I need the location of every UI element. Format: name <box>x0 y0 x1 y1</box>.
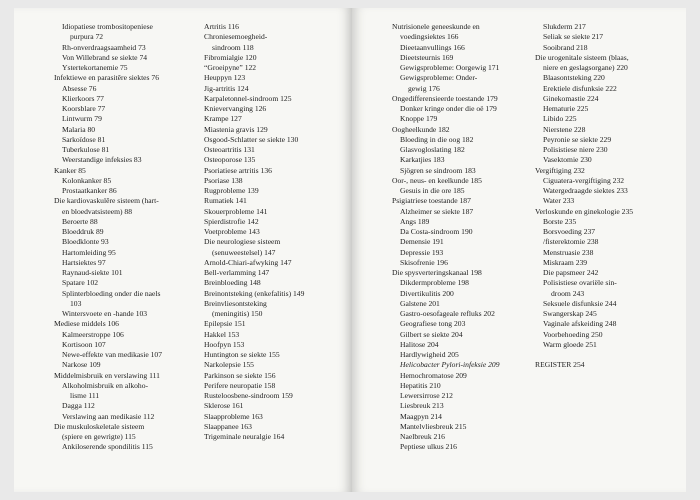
toc-entry: Infektiewe en parasitêre siektes 76 <box>54 73 159 83</box>
toc-entry: Mediese middels 106 <box>54 319 119 329</box>
toc-entry: Gilbert se siekte 204 <box>400 329 463 339</box>
toc-entry: Borsvoeding 237 <box>543 227 596 236</box>
toc-entry: Oor-, neus- en keelkunde 185 <box>392 175 482 185</box>
toc-entry: Artritis 116 <box>204 22 239 31</box>
toc-entry: Hakkel 153 <box>204 329 240 339</box>
toc-entry: Raynaud-siekte 101 <box>62 268 123 277</box>
toc-entry: Verloskunde en ginekologie 235 <box>535 206 634 216</box>
toc-entry: Perifere neuropatie 158 <box>204 380 276 390</box>
toc-entry: Malaria 80 <box>62 124 96 134</box>
toc-entry: Die muskuloskeletale sisteem <box>54 421 145 431</box>
toc-entry: Oogheelkunde 182 <box>392 124 450 134</box>
toc-entry: Parkinson se siekte 156 <box>204 370 276 380</box>
toc-entry: Heuppyn 123 <box>204 73 246 83</box>
toc-entry: Verslawing aan medikasie 112 <box>62 411 155 421</box>
toc-entry: Mantelvliesbreuk 215 <box>400 421 467 431</box>
toc-entry: Alkoholmisbruik en alkoho- <box>62 380 149 390</box>
toc-entry: Prostaatkanker 86 <box>62 186 117 195</box>
toc-entry: Ankiloserende spondilitis 115 <box>62 442 153 452</box>
toc-entry: purpura 72 <box>70 32 104 42</box>
toc-entry: Angs 189 <box>400 216 430 226</box>
toc-entry: Koorsblare 77 <box>62 104 106 113</box>
toc-entry: Voorbehoeding 250 <box>543 329 603 339</box>
toc-entry: Psoriatiese artritis 136 <box>204 165 272 175</box>
toc-entry: Geografiese tong 203 <box>400 319 466 329</box>
toc-entry: Depressie 193 <box>400 247 444 257</box>
toc-entry: Gewigsprobleme: Onder- <box>400 73 478 83</box>
toc-entry: en bloedvatsisteem) 88 <box>62 206 133 216</box>
toc-entry: Menstruasie 238 <box>543 247 594 257</box>
toc-entry: Karkatjies 183 <box>400 155 445 165</box>
toc-entry: Helicobacter Pylori-infeksie 209 <box>400 360 500 370</box>
toc-entry: Osteoporose 135 <box>204 155 256 165</box>
toc-entry: Borste 235 <box>543 216 577 226</box>
toc-entry: “Groeipyne” 122 <box>204 63 257 72</box>
left-page <box>14 8 352 492</box>
right-page-column-1 <box>392 22 537 453</box>
toc-entry: Peptiese ulkus 216 <box>400 442 457 452</box>
toc-entry: Watergedraagde siektes 233 <box>543 186 628 195</box>
toc-entry: Dieetaanvullings 166 <box>400 42 465 52</box>
toc-entry: Rh-onverdraagsaamheid 73 <box>62 42 146 52</box>
toc-entry: Sarkoïdose 81 <box>62 134 106 144</box>
toc-entry: Erektiele disfunksie 222 <box>543 83 617 93</box>
toc-entry: Slukderm 217 <box>543 22 586 31</box>
toc-entry: Seksuele disfunksie 244 <box>543 298 617 308</box>
toc-entry: Kanker 85 <box>54 165 86 175</box>
toc-entry: Huntington se siekte 155 <box>204 350 280 359</box>
toc-entry: Da Costa-sindroom 190 <box>400 227 473 236</box>
toc-entry: Kortisoon 107 <box>62 339 106 349</box>
toc-entry: Polisistiese ovariële sin- <box>543 278 617 288</box>
toc-entry: Trigeminale neuralgie 164 <box>204 432 285 441</box>
toc-entry: Divertikulitis 200 <box>400 288 454 298</box>
toc-entry: Water 233 <box>543 196 575 206</box>
toc-entry: Die spysverteringskanaal 198 <box>392 268 482 277</box>
toc-entry: Sooibrand 218 <box>543 42 588 52</box>
toc-entry: Psoriase 138 <box>204 175 243 185</box>
toc-entry: Dagga 112 <box>62 401 95 411</box>
toc-entry: Rugprobleme 139 <box>204 186 259 195</box>
toc-entry: Breinvliesontsteking <box>204 298 267 308</box>
toc-entry: Bloeddruk 89 <box>62 227 104 236</box>
toc-entry: Halitose 204 <box>400 339 439 349</box>
left-page-column-2 <box>204 22 344 442</box>
toc-entry: Splinterbloeding onder die naels <box>62 288 161 298</box>
toc-entry: niere en geslagsorgane) 220 <box>543 63 628 72</box>
toc-entry: Dieetsteurnis 169 <box>400 52 454 62</box>
toc-entry: Polisistiese niere 230 <box>543 145 608 154</box>
toc-entry: Hardlywigheid 205 <box>400 350 459 359</box>
toc-entry: Karpaletonnel-sindroom 125 <box>204 93 292 103</box>
toc-entry: Absesse 76 <box>62 83 97 93</box>
toc-entry: Alzheimer se siekte 187 <box>400 206 474 216</box>
toc-entry: Die urogenitale sisteem (blaas, <box>535 52 629 62</box>
toc-entry: Wintersvoete en -hande 103 <box>62 309 148 318</box>
toc-entry: Bloeding in die oog 182 <box>400 134 474 144</box>
toc-entry: Voetprobleme 143 <box>204 227 260 236</box>
toc-entry: Kalmeerstroppe 106 <box>62 329 124 339</box>
toc-entry: Knoppe 179 <box>400 114 438 124</box>
toc-entry: (senuweestelsel) 147 <box>212 247 276 257</box>
toc-entry: Newe-effekte van medikasie 107 <box>62 350 163 359</box>
toc-entry: Hoofpyn 153 <box>204 339 245 349</box>
toc-entry: Slaappanee 163 <box>204 421 252 431</box>
toc-entry: Hemochromatose 209 <box>400 370 467 380</box>
toc-entry: Sjögren se sindroom 183 <box>400 165 476 175</box>
toc-entry: (spiere en gewrigte) 115 <box>62 432 136 441</box>
toc-entry: droom 243 <box>551 288 585 298</box>
toc-entry: Bell-verlamming 147 <box>204 268 270 277</box>
toc-entry: Die kardiovaskulêre sisteem (hart- <box>54 196 159 206</box>
toc-entry: Narkolepsie 155 <box>204 360 254 370</box>
toc-entry: Swangerskap 245 <box>543 309 597 318</box>
toc-entry: Gesuis in die ore 185 <box>400 186 465 195</box>
toc-entry: Tuberkulose 81 <box>62 145 110 154</box>
toc-entry: Idiopatiese trombositopeniese <box>62 22 153 31</box>
toc-entry: Donker kringe onder die oë 179 <box>400 104 497 113</box>
toc-entry: Weerstandige infeksies 83 <box>62 155 142 165</box>
left-page-column-1 <box>54 22 194 453</box>
toc-entry: Seliak se siekte 217 <box>543 32 604 42</box>
toc-entry: Ciguatera-vergiftiging 232 <box>543 175 625 185</box>
toc-entry: Hepatitis 210 <box>400 380 441 390</box>
toc-entry: Peyronie se siekte 229 <box>543 134 612 144</box>
right-page-column-2 <box>535 22 680 370</box>
toc-entry: Skouerprobleme 141 <box>204 206 268 216</box>
toc-entry: Vasektomie 230 <box>543 155 592 165</box>
toc-entry: Skisofrenie 196 <box>400 257 448 267</box>
toc-entry: Spatare 102 <box>62 278 99 288</box>
toc-entry: Ystertekortanemie 75 <box>62 63 128 72</box>
right-page <box>352 8 686 492</box>
toc-entry: Dikdermprobleme 198 <box>400 278 469 288</box>
toc-entry: Vergiftiging 232 <box>535 165 585 175</box>
toc-entry: Naelbreuk 216 <box>400 432 445 441</box>
toc-entry: Maagpyn 214 <box>400 411 442 421</box>
toc-entry: Hartomleiding 95 <box>62 247 116 257</box>
toc-entry: Liesbreuk 213 <box>400 401 444 411</box>
toc-entry: Epilepsie 151 <box>204 319 246 329</box>
toc-entry: sindroom 118 <box>212 42 254 52</box>
toc-entry: Rumatiek 141 <box>204 196 247 206</box>
toc-entry: Glasvogloslating 182 <box>400 145 465 154</box>
toc-entry: Rusteloosbene-sindroom 159 <box>204 391 293 400</box>
toc-entry: Osgood-Schlatter se siekte 130 <box>204 134 299 144</box>
toc-entry: Ongedifferensieerde toestande 179 <box>392 93 498 103</box>
toc-entry: lisme 111 <box>70 391 100 400</box>
toc-entry: Osteoartritis 131 <box>204 145 255 154</box>
toc-entry: Ginekomastie 224 <box>543 93 599 103</box>
toc-entry: Von Willebrand se siekte 74 <box>62 52 148 62</box>
toc-entry: Libido 225 <box>543 114 577 124</box>
toc-entry: Nierstene 228 <box>543 124 586 134</box>
toc-entry: Knievervanging 126 <box>204 104 267 113</box>
toc-entry: Lintwurm 79 <box>62 114 102 124</box>
toc-entry: /fisterektomie 238 <box>543 237 599 247</box>
toc-entry: Kolonkanker 85 <box>62 175 112 185</box>
toc-entry: (meningitis) 150 <box>212 309 263 318</box>
toc-entry: Middelmisbruik en verslawing 111 <box>54 370 160 380</box>
toc-entry: Narkose 109 <box>62 360 101 370</box>
toc-entry: Krampe 127 <box>204 114 242 124</box>
toc-entry: Arnold-Chiari-afwyking 147 <box>204 257 292 267</box>
toc-entry: Gastro-oesofageale refluks 202 <box>400 309 495 318</box>
toc-entry: Blaasontsteking 220 <box>543 73 605 83</box>
toc-entry: 103 <box>70 298 82 308</box>
toc-entry: Die neurologiese sisteem <box>204 237 281 247</box>
toc-entry: Breinontsteking (enkefalitis) 149 <box>204 288 305 298</box>
toc-entry: Hematurie 225 <box>543 104 589 113</box>
toc-entry: Chroniesemoegheid- <box>204 32 268 42</box>
toc-entry: Gewigsprobleme: Oorgewig 171 <box>400 63 500 72</box>
toc-entry: Warm gloede 251 <box>543 339 597 349</box>
toc-entry: Sklerose 161 <box>204 401 244 411</box>
toc-entry: Spierdistrofie 142 <box>204 216 259 226</box>
toc-entry: Slaapprobleme 163 <box>204 411 263 421</box>
toc-entry: Fibromialgie 120 <box>204 52 257 62</box>
toc-entry: voedingsiektes 166 <box>400 32 459 42</box>
toc-entry: Galstene 201 <box>400 298 440 308</box>
toc-entry: Lewersirrose 212 <box>400 391 453 400</box>
toc-entry: Bloedklonte 93 <box>62 237 109 247</box>
toc-entry: Hartsiektes 97 <box>62 257 106 267</box>
toc-entry: Vaginale afskeiding 248 <box>543 319 617 329</box>
toc-entry: Jig-artritis 124 <box>204 83 249 93</box>
toc-entry: Die papsmeer 242 <box>543 268 599 277</box>
toc-entry: REGISTER 254 <box>535 360 585 369</box>
toc-entry: Beroerte 88 <box>62 216 98 226</box>
toc-entry: Nutrisionele geneeskunde en <box>392 22 480 31</box>
toc-entry: Breinbloeding 148 <box>204 278 261 288</box>
toc-entry: Demensie 191 <box>400 237 444 247</box>
toc-entry: Miskraam 239 <box>543 257 588 267</box>
toc-entry: Miastenia gravis 129 <box>204 124 268 134</box>
toc-entry: Klierkoors 77 <box>62 93 104 103</box>
toc-entry: gewig 176 <box>408 83 440 93</box>
toc-entry: Psigiatriese toestande 187 <box>392 196 471 206</box>
